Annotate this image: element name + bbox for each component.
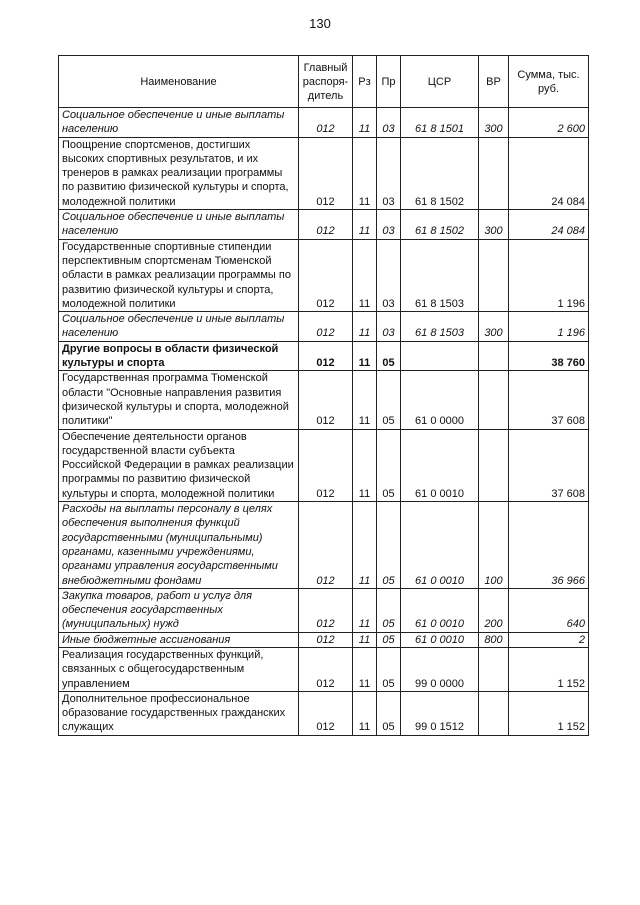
row-chief: 012 [299,239,353,311]
row-csr: 61 8 1502 [401,137,479,209]
row-name: Другие вопросы в области физической культуры и спорта [59,341,299,371]
row-csr: 61 8 1502 [401,210,479,240]
row-csr: 61 0 0010 [401,632,479,647]
row-sum: 2 600 [509,108,589,138]
row-rz: 11 [353,239,377,311]
table-row [59,210,589,240]
table-row [59,632,589,647]
header-csr: ЦСР [401,56,479,108]
table-row [59,588,589,632]
row-name: Государственная программа Тюменской области "Основные направления развития физической культуры и спорта, молодежной политики" [59,371,299,429]
row-pr: 03 [377,312,401,342]
row-csr: 61 8 1501 [401,108,479,138]
table-row [59,239,589,311]
row-pr: 03 [377,210,401,240]
row-sum: 37 608 [509,429,589,501]
row-csr: 61 0 0010 [401,502,479,589]
header-sum: Сумма, тыс. руб. [509,56,589,108]
row-name: Расходы на выплаты персоналу в целях обеспечения выполнения функций государственными (муниципальными) органами, казенными учреждениями, органами управления государственными внебюджетными фондами [59,502,299,589]
budget-table [58,55,589,736]
row-sum: 1 196 [509,239,589,311]
row-chief: 012 [299,312,353,342]
table-row [59,371,589,429]
row-sum: 38 760 [509,341,589,371]
row-chief: 012 [299,502,353,589]
row-vr [479,341,509,371]
row-name: Поощрение спортсменов, достигших высоких спортивных результатов, и их тренеров в рамках реализации программы по развитию физической культуры и спорта, молодежной политики [59,137,299,209]
row-chief: 012 [299,210,353,240]
row-vr [479,429,509,501]
row-pr: 03 [377,239,401,311]
row-pr: 05 [377,429,401,501]
table-row [59,341,589,371]
row-sum: 1 152 [509,691,589,735]
header-vr: ВР [479,56,509,108]
row-sum: 37 608 [509,371,589,429]
row-vr: 300 [479,210,509,240]
header-name: Наименование [59,56,299,108]
row-vr: 300 [479,312,509,342]
row-sum: 36 966 [509,502,589,589]
row-vr [479,371,509,429]
table-row [59,502,589,589]
row-sum: 1 196 [509,312,589,342]
page-number: 130 [309,16,331,31]
table-body [59,108,589,736]
row-name: Социальное обеспечение и иные выплаты населению [59,108,299,138]
table-row [59,137,589,209]
row-name: Социальное обеспечение и иные выплаты населению [59,210,299,240]
table-row [59,429,589,501]
row-chief: 012 [299,108,353,138]
row-sum: 2 [509,632,589,647]
row-chief: 012 [299,137,353,209]
table-row [59,647,589,691]
row-vr: 100 [479,502,509,589]
row-rz: 11 [353,647,377,691]
row-pr: 05 [377,588,401,632]
row-pr: 03 [377,137,401,209]
row-pr: 05 [377,371,401,429]
table-header-row [59,56,589,108]
row-sum: 640 [509,588,589,632]
table-row [59,108,589,138]
row-name: Социальное обеспечение и иные выплаты населению [59,312,299,342]
row-sum: 1 152 [509,647,589,691]
row-rz: 11 [353,137,377,209]
row-rz: 11 [353,429,377,501]
row-vr [479,137,509,209]
row-pr: 05 [377,341,401,371]
row-csr: 61 8 1503 [401,312,479,342]
header-pr: Пр [377,56,401,108]
row-pr: 05 [377,632,401,647]
row-rz: 11 [353,210,377,240]
header-rz: Рз [353,56,377,108]
row-csr: 61 0 0010 [401,588,479,632]
row-vr: 200 [479,588,509,632]
row-rz: 11 [353,632,377,647]
row-sum: 24 084 [509,210,589,240]
row-csr: 61 0 0000 [401,371,479,429]
row-chief: 012 [299,632,353,647]
row-rz: 11 [353,691,377,735]
row-rz: 11 [353,341,377,371]
row-pr: 05 [377,502,401,589]
row-chief: 012 [299,691,353,735]
row-rz: 11 [353,371,377,429]
row-csr: 99 0 0000 [401,647,479,691]
row-vr [479,647,509,691]
table-row [59,691,589,735]
row-name: Реализация государственных функций, связанных с общегосударственным управлением [59,647,299,691]
row-pr: 03 [377,108,401,138]
table-row [59,312,589,342]
row-csr: 61 0 0010 [401,429,479,501]
row-vr [479,239,509,311]
row-vr: 300 [479,108,509,138]
row-name: Обеспечение деятельности органов государственной власти субъекта Российской Федерации в рамках реализации программы по развитию физической культуры и спорта, молодежной политики [59,429,299,501]
header-chief: Главный распоря-дитель [299,56,353,108]
row-rz: 11 [353,502,377,589]
row-name: Государственные спортивные стипендии перспективным спортсменам Тюменской области в рамках реализации программы по развитию физической культуры и спорта, молодежной политики [59,239,299,311]
row-chief: 012 [299,429,353,501]
row-sum: 24 084 [509,137,589,209]
row-csr: 99 0 1512 [401,691,479,735]
row-name: Дополнительное профессиональное образование государственных гражданских служащих [59,691,299,735]
row-csr [401,341,479,371]
row-chief: 012 [299,341,353,371]
row-name: Иные бюджетные ассигнования [59,632,299,647]
row-chief: 012 [299,647,353,691]
row-vr: 800 [479,632,509,647]
row-chief: 012 [299,371,353,429]
row-pr: 05 [377,647,401,691]
row-rz: 11 [353,312,377,342]
row-vr [479,691,509,735]
row-csr: 61 8 1503 [401,239,479,311]
row-pr: 05 [377,691,401,735]
row-rz: 11 [353,588,377,632]
row-chief: 012 [299,588,353,632]
row-rz: 11 [353,108,377,138]
row-name: Закупка товаров, работ и услуг для обеспечения государственных (муниципальных) нужд [59,588,299,632]
